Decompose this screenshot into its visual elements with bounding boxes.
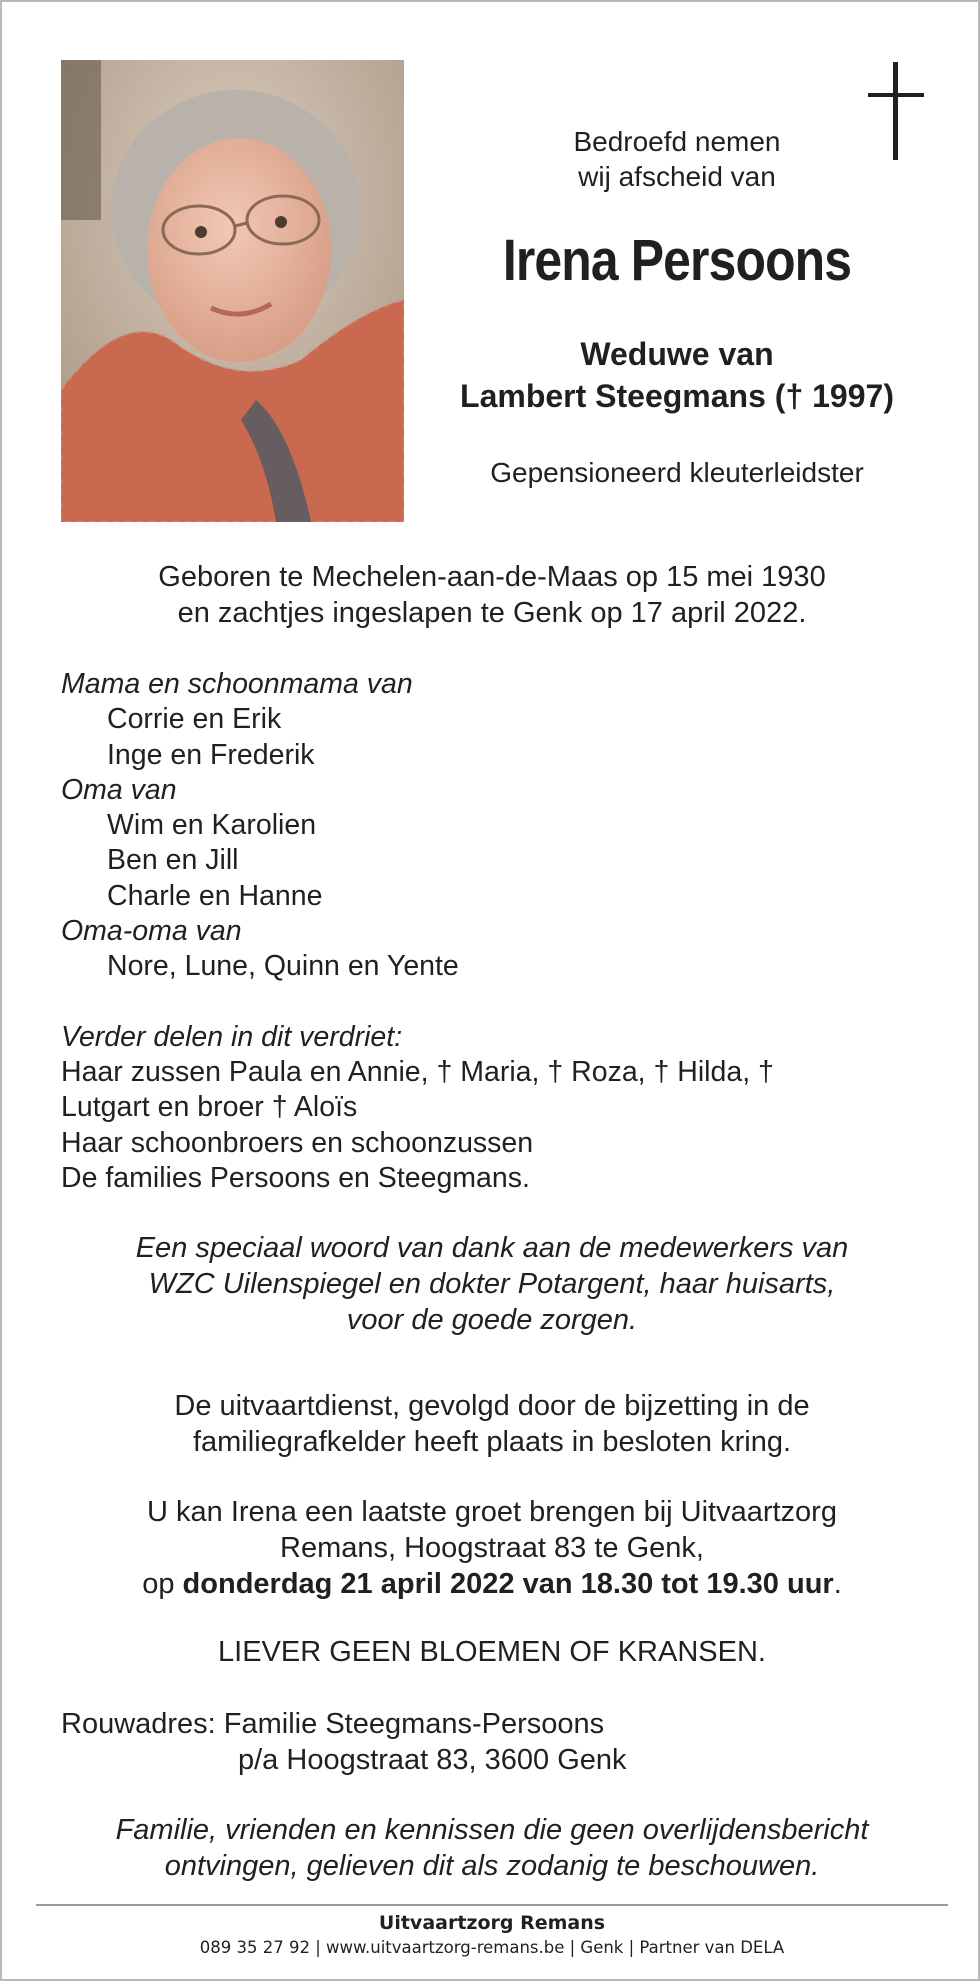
service-text: De uitvaartdienst, gevolgd door de bijzetting in de familiegrafkelder heeft plaats in besloten kring. (174, 1390, 810, 1458)
others-heading: Verder delen in dit verdriet: (61, 1020, 403, 1053)
thanks-text: Een speciaal woord van dank aan de medewerkers van WZC Uilenspiegel en dokter Potargent, haar huisarts, voor de goede zorgen. (135, 1232, 849, 1336)
footer-company: Uitvaartzorg Remans (378, 1912, 606, 1934)
footer-info: 089 35 27 92 | www.uitvaartzorg-remans.be | Genk | Partner van DELA (199, 1938, 785, 1957)
visit-datetime: donderdag 21 april 2022 van 18.30 tot 19.30 uur (182, 1568, 834, 1600)
family-list (61, 667, 941, 1196)
list-item: Inge en Frederik (107, 738, 315, 771)
occupation: Gepensioneerd kleuterleidster (490, 457, 864, 488)
list-item: Ben en Jill (107, 844, 239, 877)
list-item: Lutgart en broer † Aloïs (61, 1091, 358, 1124)
portrait-photo (61, 60, 404, 522)
notice-text: Familie, vrienden en kennissen die geen overlijdensbericht ontvingen, gelieven dit als zodanig te beschouwen. (115, 1814, 869, 1882)
list-item: Haar schoonbroers en schoonzussen (61, 1126, 534, 1159)
great-grandchildren-heading: Oma-oma van (61, 915, 242, 948)
intro-text: Bedroefd nemen wij afscheid van (573, 126, 781, 192)
birth-death-text: Geboren te Mechelen-aan-de-Maas op 15 mei 1930 en zachtjes ingeslapen te Genk op 17 april 2022. (158, 561, 826, 629)
widow-of: Weduwe van Lambert Steegmans († 1997) (460, 336, 894, 414)
list-item: Charle en Hanne (107, 879, 323, 912)
deceased-name: Irena Persoons (502, 228, 852, 293)
list-item: De families Persoons en Steegmans. (61, 1161, 530, 1194)
visit-text: U kan Irena een laatste groet brengen bij Uitvaartzorg Remans, Hoogstraat 83 te Genk, op donderdag 21 april 2022 van 18.30 tot 19.30 uur. (142, 1496, 842, 1600)
no-flowers-text: LIEVER GEEN BLOEMEN OF KRANSEN. (218, 1636, 766, 1668)
portrait-illustration (61, 60, 404, 522)
list-item: Corrie en Erik (107, 703, 282, 736)
list-item: Wim en Karolien (107, 809, 317, 842)
list-item: Haar zussen Paula en Annie, † Maria, † Roza, † Hilda, † (61, 1055, 774, 1088)
footer-divider (36, 1904, 948, 1906)
grandchildren-heading: Oma van (61, 773, 177, 806)
mourning-address: Rouwadres: Familie Steegmans-Persoons p/a Hoogstraat 83, 3600 Genk (61, 1708, 627, 1776)
list-item: Nore, Lune, Quinn en Yente (107, 950, 459, 983)
children-heading: Mama en schoonmama van (61, 668, 413, 700)
